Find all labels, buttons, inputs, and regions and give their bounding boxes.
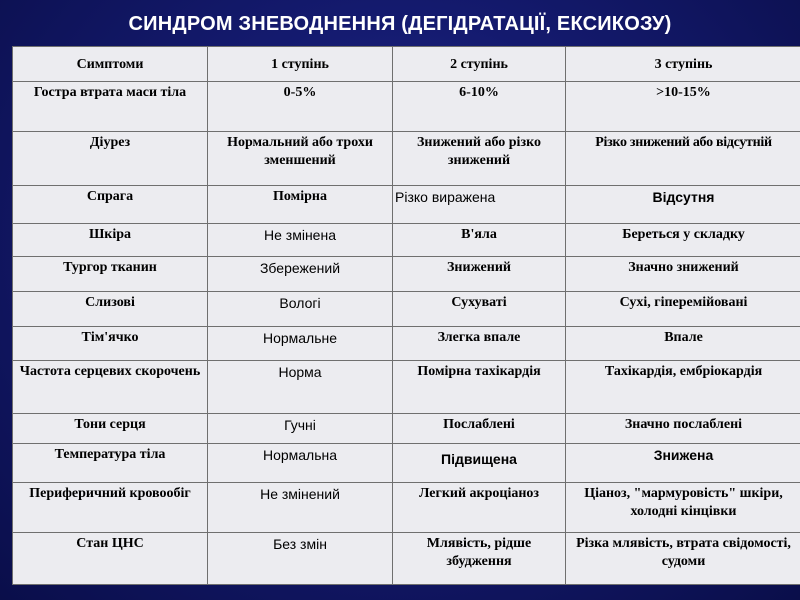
table-row [13,361,800,414]
symptom-cell: Гостра втрата маси тіла [13,82,208,132]
degree-1-cell: Гучні [208,414,393,444]
degree-1-cell: 0-5% [208,82,393,132]
degree-1-cell: Норма [208,361,393,414]
degree-3-cell: Ціаноз, "мармуровість" шкіри, холодні кінцівки [566,483,800,533]
degree-1-cell: Не змінена [208,224,393,257]
degree-2-cell: Підвищена [393,444,566,483]
degree-2-cell: Послаблені [393,414,566,444]
table-row [13,483,800,533]
degree-3-cell: Сухі, гіперемійовані [566,292,800,327]
table-header-row [13,47,800,82]
degree-2-cell: Сухуваті [393,292,566,327]
degree-3-cell: Тахікардія, ембріокардія [566,361,800,414]
header-degree-3: 3 ступінь [566,47,800,82]
degree-3-cell: Знижена [566,444,800,483]
table-row [13,82,800,132]
symptom-cell: Тургор тканин [13,257,208,292]
degree-3-cell: Береться у складку [566,224,800,257]
degree-1-cell: Без змін [208,533,393,585]
degree-2-cell: Знижений [393,257,566,292]
symptom-cell: Шкіра [13,224,208,257]
degree-2-cell: Знижений або різко знижений [393,132,566,186]
degree-3-cell: Впале [566,327,800,361]
symptom-cell: Тім'ячко [13,327,208,361]
table-row [13,327,800,361]
degree-3-cell: Відсутня [566,186,800,224]
degree-2-cell: Легкий акроціаноз [393,483,566,533]
degree-2-cell: Млявість, рідше збудження [393,533,566,585]
degree-3-cell: Значно послаблені [566,414,800,444]
symptom-cell: Температура тіла [13,444,208,483]
table-row [13,444,800,483]
degree-2-cell: Злегка впале [393,327,566,361]
table-row [13,533,800,585]
degree-1-cell: Не змінений [208,483,393,533]
degree-2-cell: Різко виражена [393,186,566,224]
header-degree-1: 1 ступінь [208,47,393,82]
table-row [13,257,800,292]
degree-1-cell: Нормальний або трохи зменшений [208,132,393,186]
symptom-cell: Тони серця [13,414,208,444]
header-degree-2: 2 ступінь [393,47,566,82]
symptom-cell: Частота серцевих скорочень [13,361,208,414]
degree-3-cell: >10-15% [566,82,800,132]
table-row [13,414,800,444]
degree-1-cell: Помірна [208,186,393,224]
degree-2-cell: В'яла [393,224,566,257]
degree-3-cell: Різка млявість, втрата свідомості, судоми [566,533,800,585]
table-row [13,132,800,186]
slide-title: СИНДРОМ ЗНЕВОДНЕННЯ (ДЕГІДРАТАЦІЇ, ЕКСИКОЗУ) [128,13,672,35]
degree-1-cell: Вологі [208,292,393,327]
degree-2-cell: 6-10% [393,82,566,132]
degree-1-cell: Нормальна [208,444,393,483]
degree-3-cell: Значно знижений [566,257,800,292]
symptom-cell: Спрага [13,186,208,224]
symptom-cell: Слизові [13,292,208,327]
degree-1-cell: Збережений [208,257,393,292]
header-symptoms: Симптоми [13,47,208,82]
degree-3-cell: Різко знижений або відсутній [566,132,800,186]
degree-1-cell: Нормальне [208,327,393,361]
degree-2-cell: Помірна тахікардія [393,361,566,414]
symptom-cell: Діурез [13,132,208,186]
table-row [13,292,800,327]
table-row [13,224,800,257]
symptom-cell: Стан ЦНС [13,533,208,585]
table-row [13,186,800,224]
symptom-cell: Периферичний кровообіг [13,483,208,533]
dehydration-table [12,46,800,585]
